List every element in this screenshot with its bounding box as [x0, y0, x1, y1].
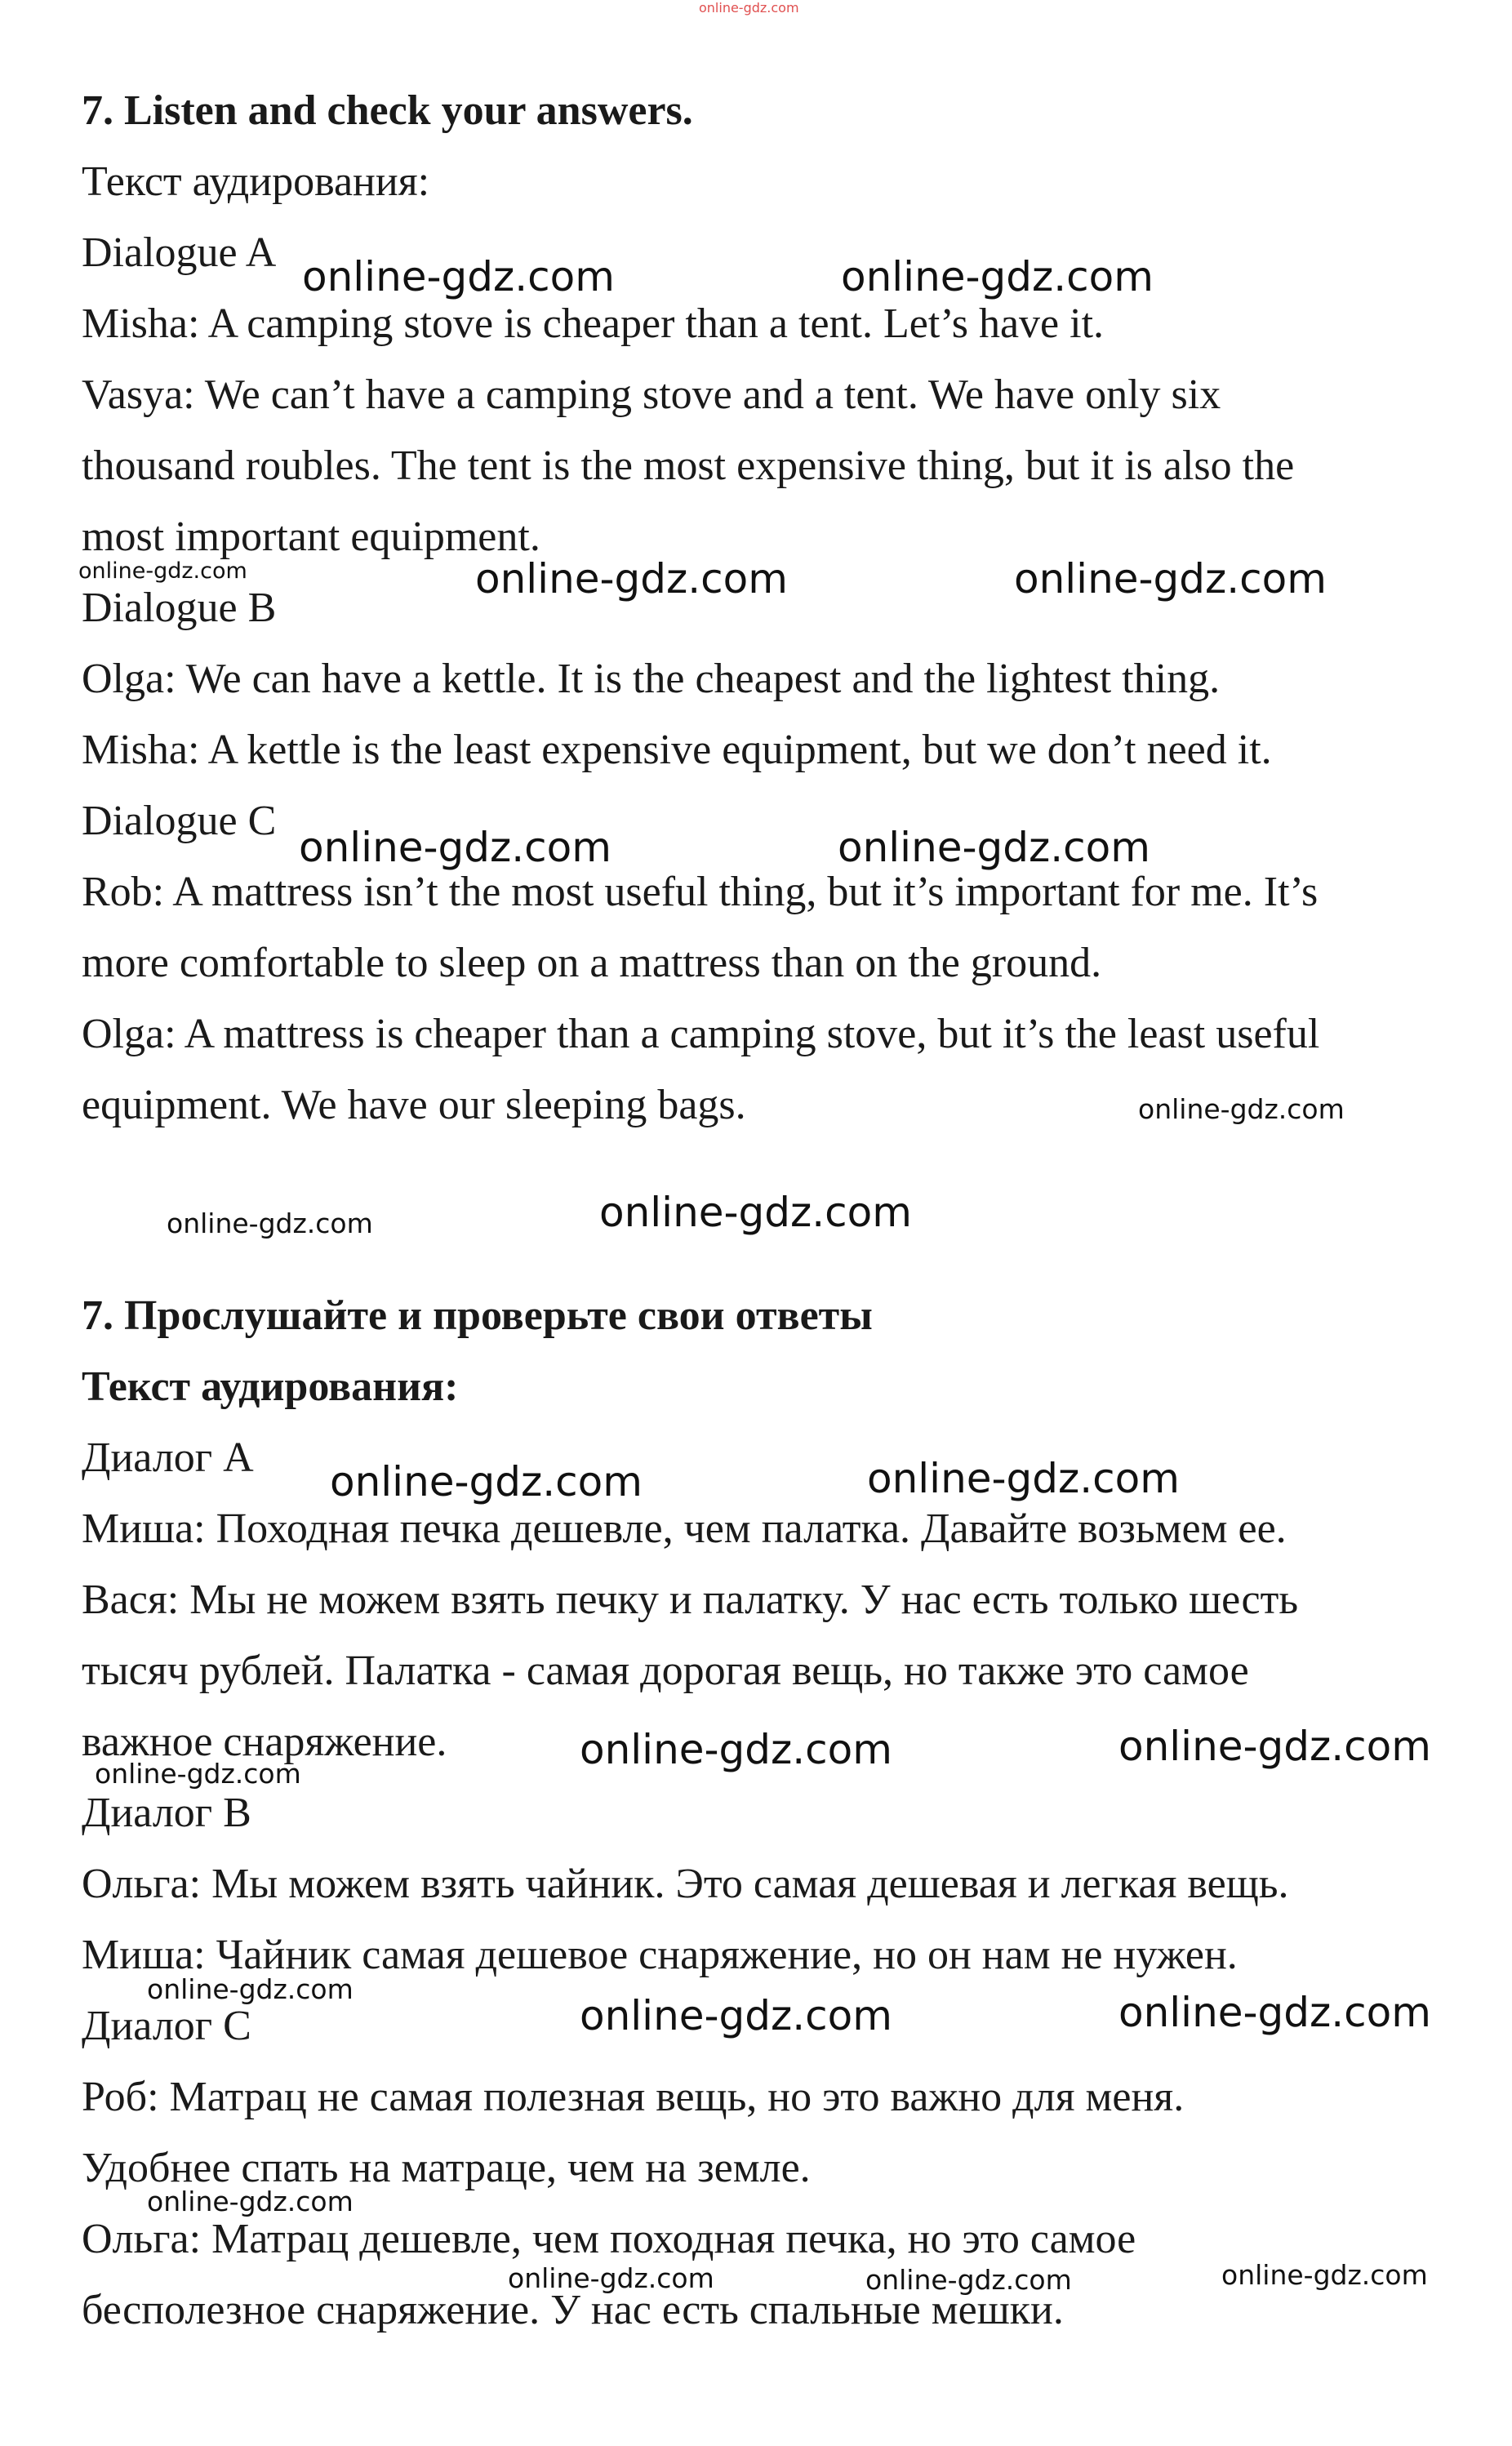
dialogue-line: thousand roubles. The tent is the most expensive thing, but it is also the [82, 443, 1295, 489]
watermark: online-gdz.com [475, 555, 788, 603]
dialogue-line-ru: тысяч рублей. Палатка - самая дорогая вещь, но также это самое [82, 1648, 1249, 1694]
dialogue-line-ru: Роб: Матрац не самая полезная вещь, но это важно для меня. [82, 2074, 1185, 2120]
english-heading: 7. Listen and check your answers. [82, 87, 693, 134]
watermark: online-gdz.com [599, 1189, 912, 1236]
watermark-top: online-gdz.com [699, 0, 799, 16]
watermark: online-gdz.com [841, 253, 1154, 300]
dialogue-c-title: Dialogue C [82, 798, 277, 844]
watermark: online-gdz.com [1014, 555, 1327, 603]
russian-heading: 7. Прослушайте и проверьте свои ответы [82, 1292, 873, 1339]
dialogue-b-title-ru: Диалог В [82, 1790, 251, 1836]
watermark: online-gdz.com [1138, 1093, 1345, 1125]
dialogue-line: Misha: A kettle is the least expensive equipment, but we don’t need it. [82, 727, 1272, 773]
watermark: online-gdz.com [867, 1455, 1180, 1502]
dialogue-line-ru: Миша: Походная печка дешевле, чем палатка. Давайте возьмем ее. [82, 1505, 1287, 1552]
dialogue-line: Rob: A mattress isn’t the most useful thing, but it’s important for me. It’s [82, 869, 1319, 915]
watermark: online-gdz.com [838, 824, 1150, 871]
watermark: online-gdz.com [299, 824, 611, 871]
dialogue-line: Misha: A camping stove is cheaper than a tent. Let’s have it. [82, 300, 1105, 347]
watermark: online-gdz.com [580, 1992, 892, 2039]
dialogue-line-ru: Удобнее спать на матраце, чем на земле. [82, 2145, 811, 2191]
watermark: online-gdz.com [580, 1726, 892, 1773]
dialogue-line-ru: Ольга: Мы можем взять чайник. Это самая дешевая и легкая вещь. [82, 1861, 1289, 1907]
watermark: online-gdz.com [302, 253, 615, 300]
watermark: online-gdz.com [1118, 1723, 1431, 1770]
watermark: online-gdz.com [865, 2264, 1072, 2296]
dialogue-b-title: Dialogue B [82, 585, 277, 631]
watermark: online-gdz.com [508, 2262, 714, 2294]
watermark: online-gdz.com [78, 558, 247, 584]
watermark: online-gdz.com [330, 1458, 643, 1505]
watermark: online-gdz.com [167, 1207, 373, 1239]
dialogue-line-ru: Вася: Мы не можем взять печку и палатку. У нас есть только шесть [82, 1577, 1299, 1623]
dialogue-a-title-ru: Диалог А [82, 1434, 254, 1481]
dialogue-a-title: Dialogue A [82, 229, 277, 276]
dialogue-line-ru: важное снаряжение. [82, 1719, 447, 1765]
watermark: online-gdz.com [147, 1973, 354, 2005]
dialogue-line: equipment. We have our sleeping bags. [82, 1082, 746, 1128]
dialogue-c-title-ru: Диалог С [82, 2003, 251, 2049]
dialogue-line-ru: бесполезное снаряжение. У нас есть спальные мешки. [82, 2287, 1064, 2333]
dialogue-line-ru: Миша: Чайник самая дешевое снаряжение, но он нам не нужен. [82, 1932, 1238, 1978]
dialogue-line: Olga: We can have a kettle. It is the cheapest and the lightest thing. [82, 656, 1221, 702]
dialogue-line-ru: Ольга: Матрац дешевле, чем походная печка, но это самое [82, 2216, 1136, 2262]
russian-subheading: Текст аудирования: [82, 1363, 459, 1410]
dialogue-line: Olga: A mattress is cheaper than a camping stove, but it’s the least useful [82, 1011, 1320, 1057]
dialogue-line: more comfortable to sleep on a mattress than on the ground. [82, 940, 1102, 986]
english-subheading: Текст аудирования: [82, 158, 430, 205]
watermark: online-gdz.com [1221, 2259, 1428, 2291]
dialogue-line: Vasya: We can’t have a camping stove and a tent. We have only six [82, 371, 1221, 418]
watermark: online-gdz.com [1118, 1989, 1431, 2036]
watermark: online-gdz.com [95, 1758, 301, 1790]
watermark: online-gdz.com [147, 2186, 354, 2217]
dialogue-line: most important equipment. [82, 514, 540, 560]
